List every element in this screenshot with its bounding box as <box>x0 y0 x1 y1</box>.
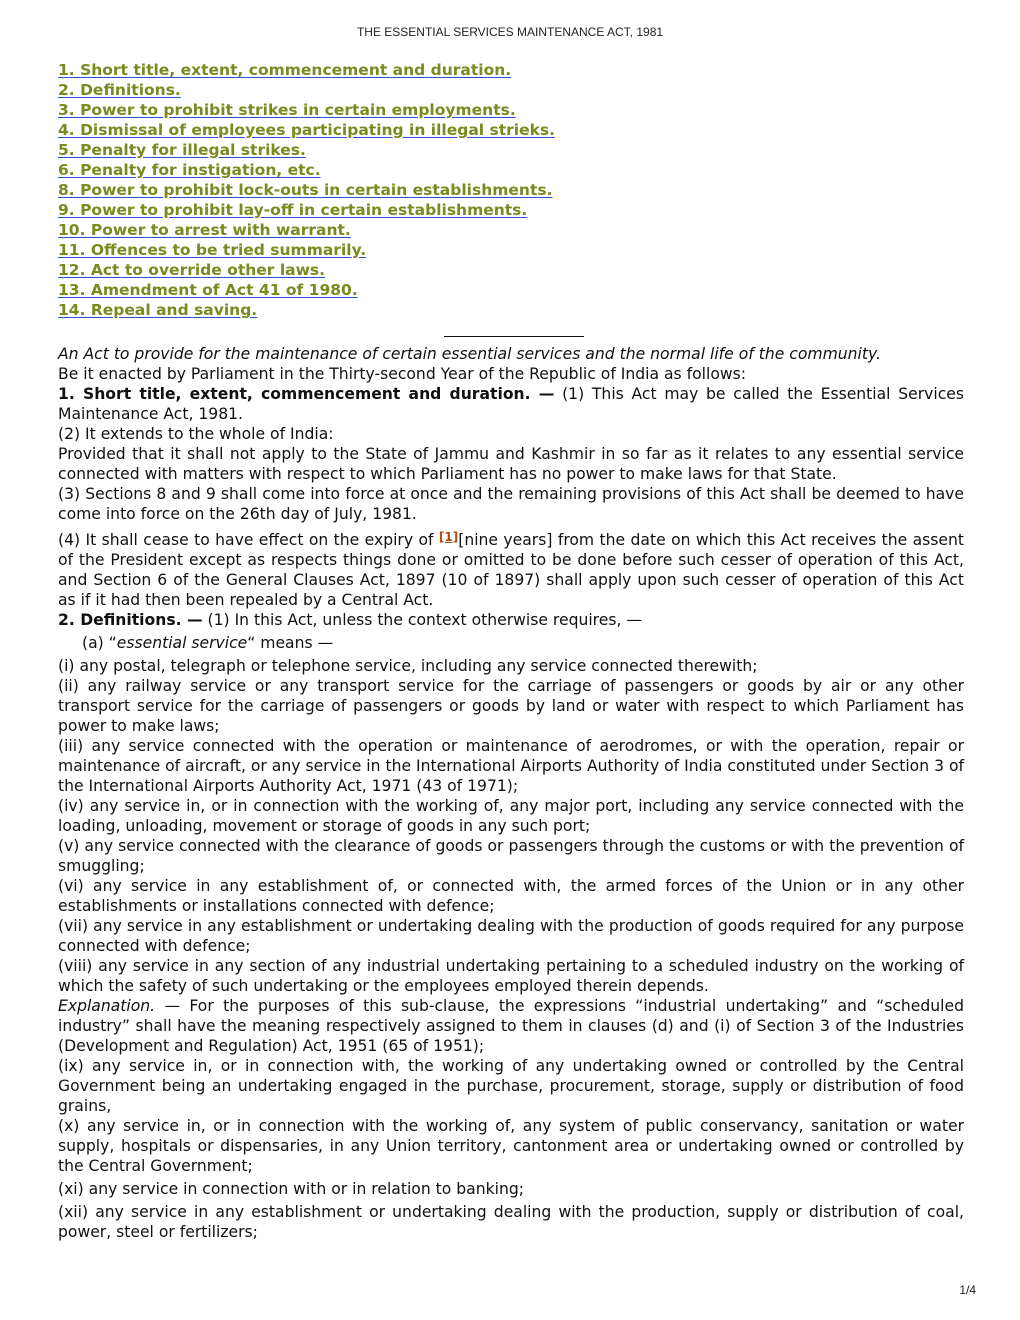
section-1-subsection: (4) It shall cease to have effect on the expiry of [1][nine years] from the date on which this Act receives the assent of the President except as respects things done or omitted to be done before such cesser of operation of this Act, and Section 6 of the General Clauses Act, 1897 (10 of 1897) shall apply upon such cesser of operation of this Act as if it had then been repealed by a Central Act. <box>58 530 964 609</box>
toc-link[interactable]: 9. Power to prohibit lay-off in certain establishments. <box>58 201 528 219</box>
explanation: Explanation. — For the purposes of this sub-clause, the expressions “industrial undertaking” and “scheduled industry” shall have the meaning respectively assigned to them in clauses (d) and (i) of Section 3 of the Industries (Development and Regulation) Act, 1951 (65 of 1951); <box>58 997 964 1055</box>
page-number: 1/4 <box>959 1283 976 1297</box>
enacting-clause: Be it enacted by Parliament in the Thirty-second Year of the Republic of India as follows: <box>58 365 746 383</box>
act-body <box>58 344 964 1242</box>
toc-link[interactable]: 2. Definitions. <box>58 81 181 99</box>
definition-item: (x) any service in, or in connection with the working of, any system of public conservancy, sanitation or water supply, hospitals or dispensaries, in any Union territory, cantonment area or undertaking owned or controlled by the Central Government; <box>58 1117 964 1175</box>
footnote-link[interactable]: [1] <box>438 530 459 544</box>
section-1-subsection: (3) Sections 8 and 9 shall come into force at once and the remaining provisions of this Act shall be deemed to have come into force on the 26th day of July, 1981. <box>58 485 964 523</box>
toc-link[interactable]: 8. Power to prohibit lock-outs in certain establishments. <box>58 181 553 199</box>
toc-link[interactable]: 12. Act to override other laws. <box>58 261 326 279</box>
definition-item: (i) any postal, telegraph or telephone service, including any service connected therewith; <box>58 657 758 675</box>
page-header: THE ESSENTIAL SERVICES MAINTENANCE ACT, 1981 <box>356 25 664 39</box>
toc-link[interactable]: 1. Short title, extent, commencement and duration. <box>58 61 512 79</box>
definition-item: (vii) any service in any establishment or undertaking dealing with the production of goods required for any purpose connected with defence; <box>58 917 964 955</box>
toc-link[interactable]: 6. Penalty for instigation, etc. <box>58 161 321 179</box>
definition-item: (ii) any railway service or any transport service for the carriage of passengers or goods by air or any other transport service for the carriage of passengers or goods by land or water with respect to which Parliament has power to make laws; <box>58 677 964 735</box>
table-of-contents <box>58 60 555 320</box>
toc-link[interactable]: 14. Repeal and saving. <box>58 301 258 319</box>
section-1-para: 1. Short title, extent, commencement and duration. — (1) This Act may be called the Essential Services Maintenance Act, 1981. <box>58 385 964 423</box>
definition-item: (v) any service connected with the clearance of goods or passengers through the customs or with the prevention of smuggling; <box>58 837 964 875</box>
section-2-heading: 2. Definitions. — <box>58 611 203 629</box>
section-2-para: 2. Definitions. — (1) In this Act, unless the context otherwise requires, — <box>58 611 642 629</box>
definition-item: (ix) any service in, or in connection with, the working of any undertaking owned or controlled by the Central Government being an undertaking engaged in the purchase, procurement, storage, supply or distribution of food grains, <box>58 1057 964 1115</box>
definition-item: (xii) any service in any establishment or undertaking dealing with the production, supply or distribution of coal, power, steel or fertilizers; <box>58 1203 964 1241</box>
section-1-proviso: Provided that it shall not apply to the State of Jammu and Kashmir in so far as it relates to any essential service connected with matters with respect to which Parliament has no power to make laws for that State. <box>58 445 964 483</box>
toc-link[interactable]: 3. Power to prohibit strikes in certain employments. <box>58 101 516 119</box>
toc-link[interactable]: 13. Amendment of Act 41 of 1980. <box>58 281 358 299</box>
toc-link[interactable]: 4. Dismissal of employees participating in illegal strieks. <box>58 121 556 139</box>
definition-item: (iii) any service connected with the operation or maintenance of aerodromes, or with the operation, repair or maintenance of aircraft, or any service in the International Airports Authority of India constituted under Section 3 of the International Airports Authority Act, 1971 (43 of 1971); <box>58 737 964 795</box>
preamble: An Act to provide for the maintenance of certain essential services and the normal life of the community. <box>58 345 881 363</box>
toc-link[interactable]: 11. Offences to be tried summarily. <box>58 241 367 259</box>
definition-item: (iv) any service in, or in connection with the working of, any major port, including any service connected with the loading, unloading, movement or storage of goods in any such port; <box>58 797 964 835</box>
section-1-subsection: (2) It extends to the whole of India: <box>58 425 334 443</box>
definition-item: (xi) any service in connection with or in relation to banking; <box>58 1180 525 1198</box>
toc-link[interactable]: 10. Power to arrest with warrant. <box>58 221 351 239</box>
definition-item: (viii) any service in any section of any industrial undertaking pertaining to a scheduled industry on the working of which the safety of such undertaking or the employees employed therein depends. <box>58 957 964 995</box>
toc-link[interactable]: 5. Penalty for illegal strikes. <box>58 141 306 159</box>
definition-item: (vi) any service in any establishment of, or connected with, the armed forces of the Union or in any other establishments or installations connected with defence; <box>58 877 964 915</box>
section-1-heading: 1. Short title, extent, commencement and duration. — <box>58 385 555 403</box>
clause-a: (a) “essential service“ means — <box>82 634 334 652</box>
divider <box>444 336 584 337</box>
